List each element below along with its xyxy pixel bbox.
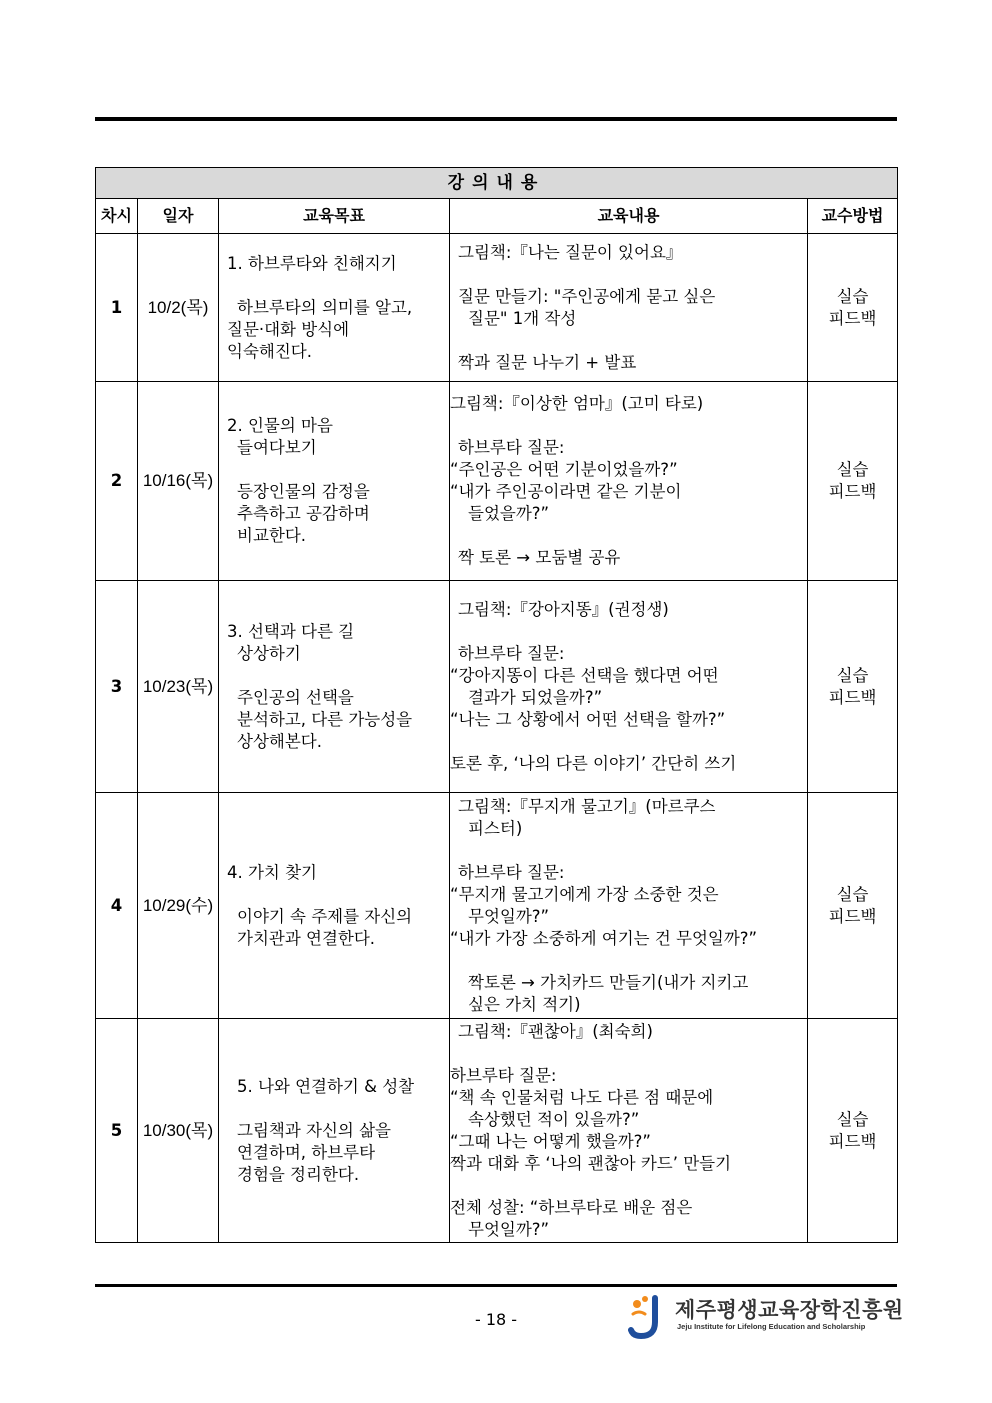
- text-line: 상상해본다.: [237, 731, 322, 751]
- text-line: 이야기 속 주제를 자신의: [237, 906, 413, 926]
- table-banner: 강의내용: [96, 168, 898, 199]
- text-line: 하브루타 질문:: [458, 862, 565, 882]
- method-cell: [808, 1019, 898, 1243]
- table-row: [96, 382, 898, 581]
- text-line: 그림책:『무지개 물고기』(마르쿠스: [458, 796, 716, 816]
- header-content: 교육내용: [450, 199, 808, 234]
- content-cell: [450, 793, 808, 1019]
- line-gap: [219, 275, 449, 297]
- text-line: 하브루타 질문:: [458, 643, 565, 663]
- session-number-cell: 1: [96, 234, 138, 382]
- text-line: 전체 성찰: “하브루타로 배운 점은: [450, 1197, 693, 1217]
- text-line: 가치관과 연결한다.: [237, 928, 376, 948]
- text-line: 들었을까?”: [468, 504, 550, 523]
- text-line: 상상하기: [237, 643, 301, 663]
- content-cell: [450, 1019, 808, 1243]
- text-line: 실습: [836, 286, 869, 306]
- session-number-cell: 4: [96, 793, 138, 1019]
- text-line: 경험을 정리한다.: [237, 1164, 360, 1184]
- text-line: 하브루타 질문:: [450, 1065, 557, 1085]
- bottom-rule: [95, 1284, 897, 1287]
- text-line: 주인공의 선택을: [237, 687, 354, 707]
- text-line: 등장인물의 감정을: [237, 482, 370, 501]
- session-number-cell: 3: [96, 581, 138, 793]
- line-gap: [450, 1175, 807, 1197]
- text-line: “내가 가장 소중하게 여기는 건 무엇일까?”: [450, 928, 758, 948]
- method-cell: [808, 234, 898, 382]
- text-line: 짝토론 → 가치카드 만들기(내가 지키고: [468, 972, 749, 992]
- lecture-table: [95, 167, 898, 1243]
- line-gap: [450, 840, 807, 862]
- text-line: 결과가 되었을까?”: [468, 687, 603, 707]
- text-line: 익숙해진다.: [227, 341, 312, 361]
- text-line: 피드백: [828, 906, 877, 926]
- text-line: 피드백: [828, 687, 877, 707]
- text-line: 질문 만들기: "주인공에게 묻고 싶은: [458, 286, 716, 306]
- method-cell: [808, 793, 898, 1019]
- method-cell: [808, 382, 898, 581]
- text-line: 4. 가치 찾기: [227, 862, 317, 882]
- text-line: “강아지똥이 다른 선택을 했다면 어떤: [450, 665, 719, 685]
- text-line: 피드백: [828, 308, 877, 328]
- text-line: 실습: [836, 884, 869, 904]
- line-gap: [450, 950, 807, 972]
- table-row: [96, 234, 898, 382]
- line-gap: [450, 1043, 807, 1065]
- line-gap: [450, 415, 807, 437]
- org-name-en: Jeju Institute for Lifelong Education and Scholarship: [677, 1322, 866, 1331]
- text-line: 연결하며, 하브루타: [237, 1142, 376, 1162]
- content-cell: [450, 234, 808, 382]
- text-line: 피드백: [828, 482, 877, 501]
- session-number-cell: 2: [96, 382, 138, 581]
- text-line: 추측하고 공감하며: [237, 504, 370, 523]
- table-row: [96, 793, 898, 1019]
- org-name: 제주평생교육장학진흥원: [675, 1298, 904, 1322]
- goal-cell: [219, 793, 450, 1019]
- header-date: 일자: [138, 199, 219, 234]
- line-gap: [219, 1098, 449, 1120]
- text-line: 실습: [836, 665, 869, 685]
- date-cell: 10/29(수): [138, 793, 219, 1019]
- table-row: [96, 1019, 898, 1243]
- text-line: 5. 나와 연결하기 & 성찰: [237, 1076, 415, 1096]
- jeju-logo-icon: [625, 1292, 671, 1340]
- text-line: 그림책:『강아지똥』(권정생): [458, 599, 669, 619]
- text-line: 토론 후, ‘나의 다른 이야기’ 간단히 쓰기: [450, 753, 737, 773]
- content-cell: [450, 382, 808, 581]
- text-line: 3. 선택과 다른 길: [227, 621, 355, 641]
- text-line: 그림책:『이상한 엄마』(고미 타로): [450, 394, 704, 413]
- text-line: 들여다보기: [237, 438, 317, 457]
- text-line: 질문" 1개 작성: [468, 308, 577, 328]
- text-line: 피스터): [468, 818, 523, 838]
- line-gap: [450, 264, 807, 286]
- text-line: 짝과 질문 나누기 + 발표: [458, 352, 637, 372]
- line-gap: [219, 665, 449, 687]
- goal-cell: [219, 382, 450, 581]
- org-logo: [625, 1292, 904, 1340]
- line-gap: [219, 884, 449, 906]
- text-line: 실습: [836, 1109, 869, 1129]
- text-line: 2. 인물의 마음: [227, 416, 333, 435]
- text-line: 짝 토론 → 모둠별 공유: [458, 548, 621, 567]
- text-line: “무지개 물고기에게 가장 소중한 것은: [450, 884, 719, 904]
- page-number: - 18 -: [474, 1310, 518, 1329]
- text-line: 하브루타의 의미를 알고,: [237, 297, 413, 317]
- text-line: 무엇일까?”: [468, 906, 550, 926]
- line-gap: [219, 459, 449, 481]
- text-line: 실습: [836, 460, 869, 479]
- text-line: 짝과 대화 후 ‘나의 괜찮아 카드’ 만들기: [450, 1153, 732, 1173]
- line-gap: [450, 621, 807, 643]
- date-cell: 10/2(목): [138, 234, 219, 382]
- text-line: 비교한다.: [237, 526, 307, 545]
- method-cell: [808, 581, 898, 793]
- text-line: 무엇일까?”: [468, 1219, 550, 1239]
- line-gap: [450, 525, 807, 547]
- header-session: 차시: [96, 199, 138, 234]
- goal-cell: [219, 1019, 450, 1243]
- date-cell: 10/16(목): [138, 382, 219, 581]
- session-number-cell: 5: [96, 1019, 138, 1243]
- text-line: “내가 주인공이라면 같은 기분이: [450, 482, 682, 501]
- text-line: 피드백: [828, 1131, 877, 1151]
- text-line: 그림책과 자신의 삶을: [237, 1120, 391, 1140]
- date-cell: 10/23(목): [138, 581, 219, 793]
- top-rule: [95, 117, 897, 121]
- text-line: 그림책:『나는 질문이 있어요』: [458, 242, 683, 262]
- text-line: 분석하고, 다른 가능성을: [237, 709, 413, 729]
- text-line: “주인공은 어떤 기분이었을까?”: [450, 460, 678, 479]
- line-gap: [450, 731, 807, 753]
- text-line: 하브루타 질문:: [458, 438, 565, 457]
- text-line: “책 속 인물처럼 나도 다른 점 때문에: [450, 1087, 714, 1107]
- header-goal: 교육목표: [219, 199, 450, 234]
- date-cell: 10/30(목): [138, 1019, 219, 1243]
- text-line: 1. 하브루타와 친해지기: [227, 253, 397, 273]
- table-row: [96, 581, 898, 793]
- header-method: 교수방법: [808, 199, 898, 234]
- text-line: “그때 나는 어떻게 했을까?”: [450, 1131, 651, 1151]
- text-line: 그림책:『괜찮아』(최숙희): [458, 1021, 653, 1041]
- text-line: 속상했던 적이 있을까?”: [468, 1109, 640, 1129]
- text-line: “나는 그 상황에서 어떤 선택을 할까?”: [450, 709, 726, 729]
- line-gap: [450, 330, 807, 352]
- text-line: 질문·대화 방식에: [227, 319, 350, 339]
- content-cell: [450, 581, 808, 793]
- goal-cell: [219, 234, 450, 382]
- goal-cell: [219, 581, 450, 793]
- text-line: 싶은 가치 적기): [468, 994, 581, 1014]
